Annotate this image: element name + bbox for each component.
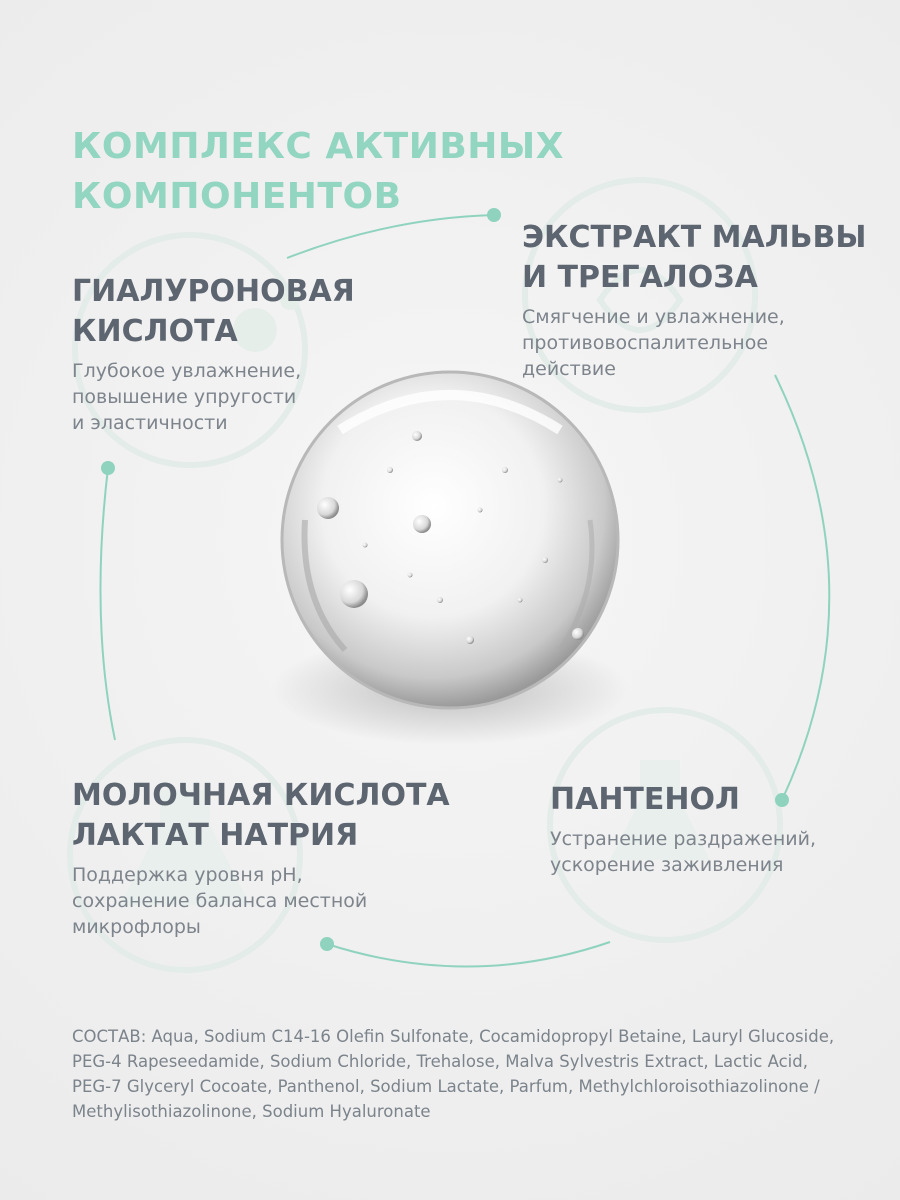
ingredient-title (72, 776, 452, 856)
ingredient-title-line: ПАНТЕНОЛ (550, 782, 740, 817)
ingredient-title-line: ЭКСТРАКТ МАЛЬВЫ (522, 220, 867, 255)
page-title-line-2: КОМПОНЕНТОВ (72, 176, 402, 217)
ingredient-description-line: Устранение раздражений, (550, 828, 817, 850)
ingredient-description-line: повышение упругости (72, 386, 297, 408)
ingredient-title (550, 780, 880, 820)
ingredient-title-line: ГИАЛУРОНОВАЯ (72, 274, 355, 309)
ingredient-description (72, 358, 402, 436)
ingredient-title (522, 218, 892, 298)
composition-text (72, 1024, 852, 1124)
ingredient-description-line: Глубокое увлажнение, (72, 360, 302, 382)
ingredient-description-line: Поддержка уровня pH, (72, 864, 303, 886)
ingredient-description (550, 826, 880, 878)
ingredient-panthenol (550, 780, 880, 878)
page-title-line-1: КОМПЛЕКС АКТИВНЫХ (72, 126, 564, 167)
ingredient-title-line: ЛАКТАТ НАТРИЯ (72, 818, 359, 853)
ingredient-description (72, 862, 452, 940)
ingredient-description-line: сохранение баланса местной (72, 890, 368, 912)
ingredient-description-line: микрофлоры (72, 916, 201, 938)
ingredient-description-line: противовоспалительное (522, 332, 769, 354)
composition-label: СОСТАВ: (72, 1027, 147, 1046)
ingredient-description-line: действие (522, 358, 616, 380)
ingredient-description-line: ускорение заживления (550, 854, 784, 876)
composition-list: Aqua, Sodium C14-16 Olefin Sulfonate, Cocamidopropyl Betaine, Lauryl Glucoside, PEG-4 Rapeseedamide, Sodium Chloride, Trehalose, Malva Sylvestris Extract, Lactic Acid, PEG-7 Glyceryl Cocoate, Panthenol, Sodium Lactate, Parfum, Methylchloroisothiazolinone / Methylisothiazolinone, Sodium Hyaluronate (72, 1027, 835, 1121)
ingredient-title-line: КИСЛОТА (72, 314, 238, 349)
ingredient-title-line: МОЛОЧНАЯ КИСЛОТА (72, 778, 450, 813)
ingredient-description-line: Смягчение и увлажнение, (522, 306, 785, 328)
ingredient-mallow-trehalose (522, 218, 892, 382)
ingredient-description (522, 304, 892, 382)
ingredient-description-line: и эластичности (72, 412, 228, 434)
ingredient-hyaluronic-acid (72, 272, 402, 436)
ingredient-lactic-acid (72, 776, 452, 940)
ingredient-title-line: И ТРЕГАЛОЗА (522, 260, 758, 295)
page-title (72, 122, 564, 222)
ingredient-title (72, 272, 402, 352)
